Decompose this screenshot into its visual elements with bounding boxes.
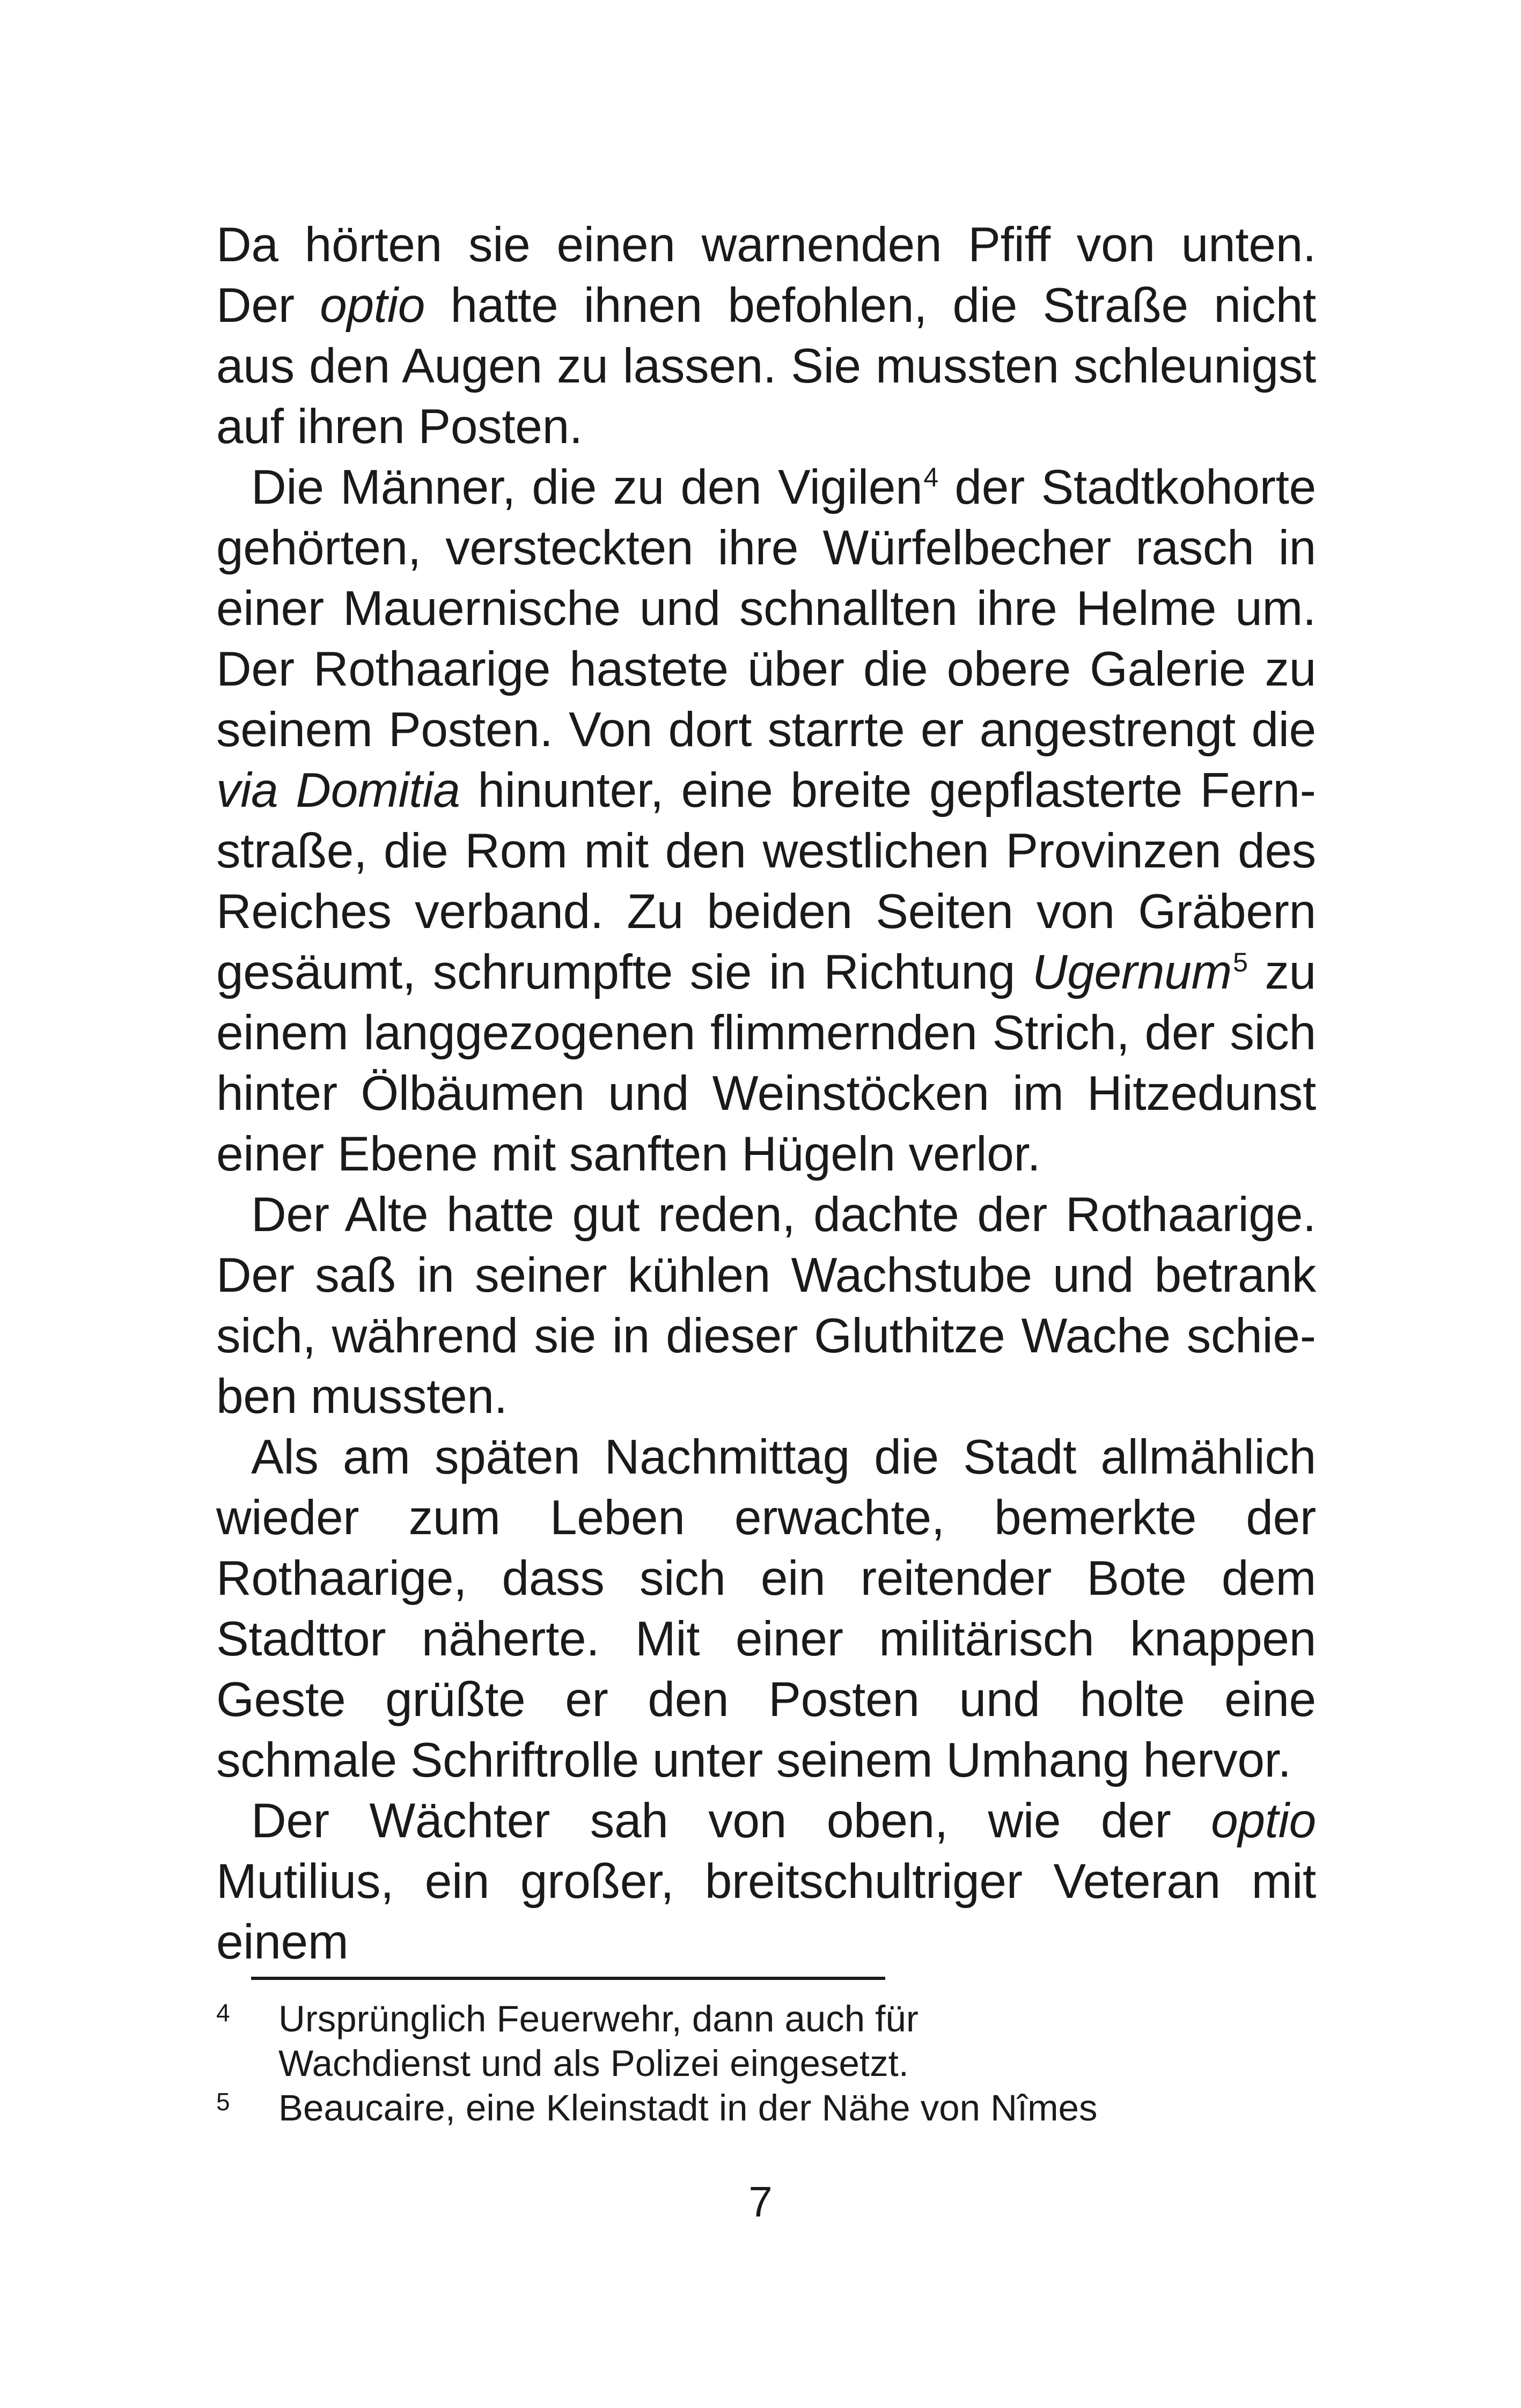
italic-term: optio	[320, 278, 425, 333]
text-run: Der Wächter sah von oben, wie der	[251, 1794, 1211, 1848]
paragraph	[216, 1791, 1316, 1972]
paragraph	[216, 457, 1316, 1184]
footnote-text: Beaucaire, eine Kleinstadt in der Nähe von Nîmes	[278, 2087, 1098, 2129]
text-run: Der Alte hatte gut reden, dachte der Rothaarige. Der saß in seiner kühlen Wachstube und betrank sich, während sie in dieser Gluthitze Wache schieben mussten.	[216, 1188, 1316, 1424]
footnote-marker: 4	[923, 462, 938, 492]
page-number: 7	[748, 2178, 773, 2226]
text-run: der Stadtkohorte gehörten, versteckten ihre Würfelbecher rasch in einer Mauernische und schnallten ihre Helme um. Der Rothaarige hastete über die obere Galerie zu seinem Posten. Von dort starrte er angestrengt die	[216, 460, 1316, 757]
text-run: Die Männer, die zu den Vigilen	[251, 460, 923, 514]
footnote	[216, 1997, 1316, 2086]
italic-term: optio	[1211, 1794, 1316, 1848]
text-run: Mutilius, ein großer, breitschultriger Veteran mit einem	[216, 1854, 1316, 1969]
footnote-text: Ursprünglich Feuerwehr, dann auch für Wachdienst und als Polizei eingesetzt.	[278, 1998, 919, 2084]
text-run: hatte ihnen befohlen, die Straße nicht aus den Augen zu lassen. Sie mussten schleunigst auf ihren Posten.	[216, 278, 1316, 454]
footnote-number: 5	[216, 2088, 230, 2116]
paragraph	[216, 215, 1316, 457]
italic-term: via Domitia	[216, 763, 460, 818]
italic-term: Ugernum	[1032, 945, 1232, 999]
text-run: hinunter, eine breite gepflasterte Fernstraße, die Rom mit den westlichen Provinzen des Reiches verband. Zu beiden Seiten von Gräbern gesäumt, schrumpfte sie in Richtung	[216, 763, 1316, 999]
footnote-marker: 5	[1233, 947, 1248, 977]
footnotes	[216, 1997, 1316, 2130]
paragraph	[216, 1427, 1316, 1791]
paragraph	[216, 1184, 1316, 1427]
footnote-separator	[251, 1977, 885, 1980]
footnote	[216, 2086, 1316, 2130]
text-run: Als am späten Nachmittag die Stadt allmählich wieder zum Leben erwachte, bemerkte der Rothaarige, dass sich ein reitender Bote dem Stadttor näherte. Mit einer militärisch knappen Geste grüßte er den Posten und holte eine schmale Schriftrolle unter seinem Umhang hervor.	[216, 1430, 1316, 1787]
text-run: zu einem langgezogenen flimmernden Strich, der sich hinter Ölbäumen und Weinstöcken im Hitzedunst einer Ebene mit sanften Hügeln verlor.	[216, 945, 1316, 1181]
text-run: Da hörten sie einen warnenden Pfiff von unten. Der	[216, 218, 1316, 333]
main-text	[216, 215, 1316, 1972]
footnote-number: 4	[216, 1999, 230, 2027]
